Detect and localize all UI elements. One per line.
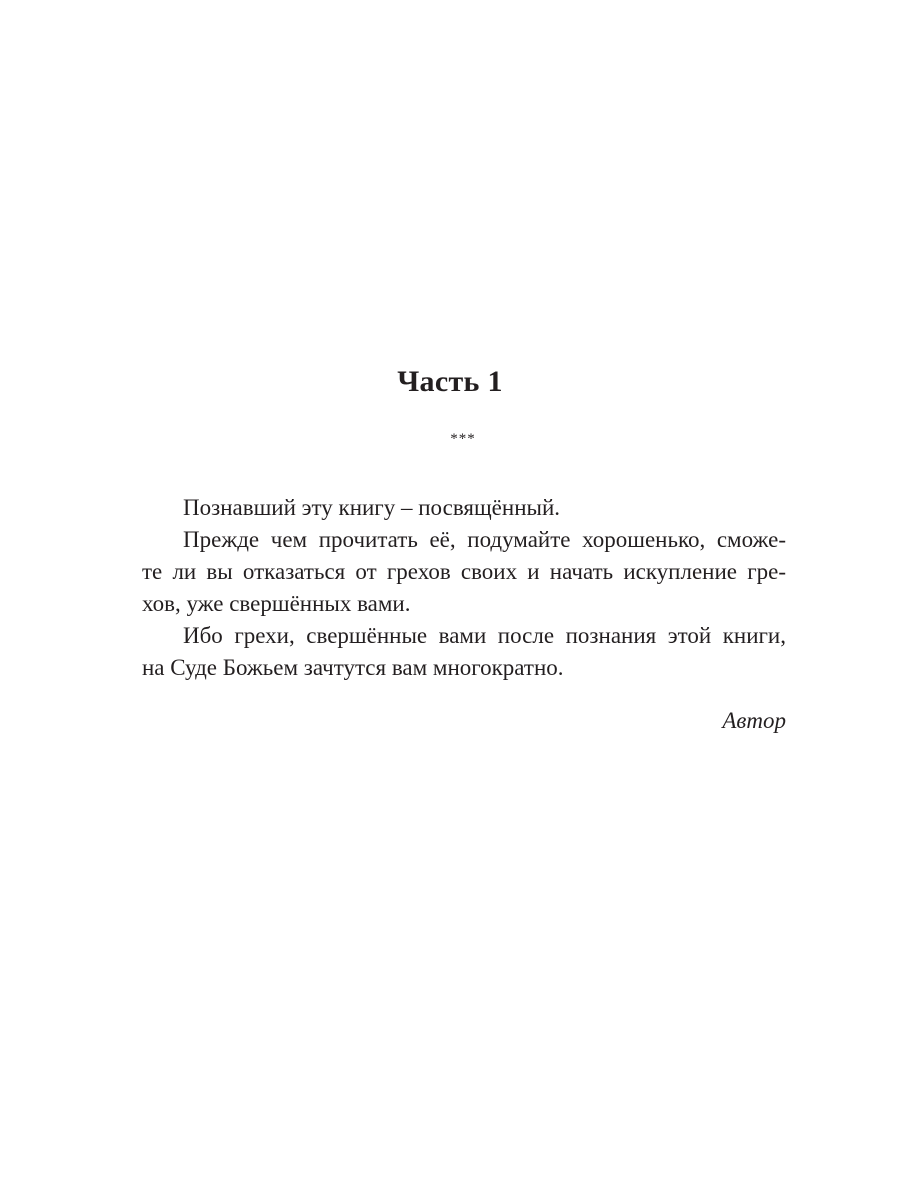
paragraph-line: Ибо грехи, свершённые вами после познания этой книги, (183, 623, 786, 648)
paragraph-line: Прежде чем прочитать её, подумайте хорошенько, сможе- (183, 527, 786, 552)
section-separator: *** (450, 431, 476, 447)
paragraph-line: те ли вы отказаться от грехов своих и начать искупление гре- (142, 559, 786, 584)
author-signature: Автор (722, 708, 786, 733)
paragraph-line: хов, уже свершённых вами. (142, 591, 411, 616)
chapter-title: Часть 1 (397, 365, 503, 398)
paragraph-line: Познавший эту книгу – посвящённый. (183, 495, 561, 520)
paragraph-line: на Суде Божьем зачтутся вам многократно. (142, 655, 564, 680)
